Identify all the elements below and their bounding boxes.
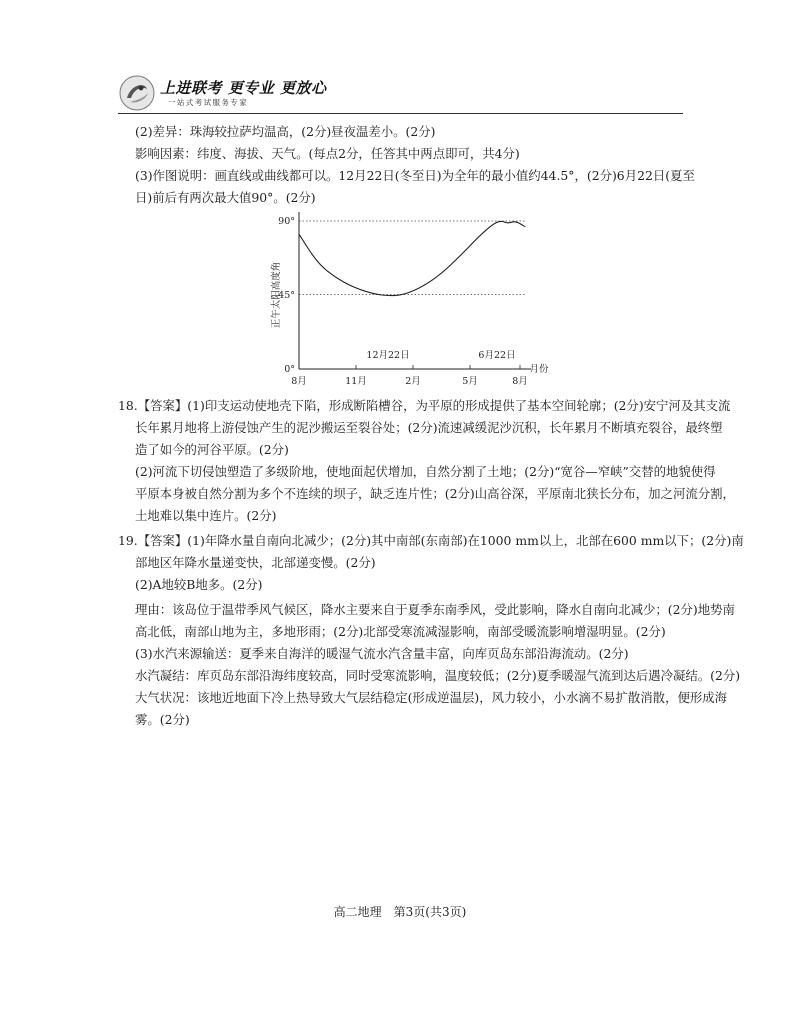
x-tick-label: 8月 (291, 376, 307, 387)
q18-line-5: 平原本身被自然分割为多个不连续的坝子，缺乏连片性；(2分)山高谷深，平原南北狭长分布，加之河流分割， (135, 486, 735, 501)
y-tick-0: 0° (284, 364, 295, 375)
q19-line-8: 大气状况：该地近地面下冷上热导致大气层结稳定(形成逆温层)，风力较小，小水滴不易扩散消散，便形成海 (135, 690, 728, 705)
y-tick-45: 45° (278, 290, 295, 301)
q19-line-9: 雾。(2分) (135, 712, 190, 727)
brand-tagline: 一站式考试服务专家 (168, 98, 249, 107)
q19-line-4: 理由：该岛位于温带季风气候区，降水主要来自于夏季东南季风，受此影响，降水自南向北减少；(2分)地势南 (135, 602, 735, 617)
page-footer: 高二地理 第3页(共3页) (333, 905, 467, 919)
solar-altitude-chart (255, 210, 555, 395)
y-tick-90: 90° (278, 216, 295, 227)
page-header (118, 74, 698, 114)
annotation-jun22: 6月22日 (478, 350, 516, 361)
chart-canvas (255, 210, 555, 395)
q19-line-6: (3)水汽来源输送：夏季来自海洋的暖湿气流水汽含量丰富，向库页岛东部沿海流动。(2分) (135, 646, 629, 661)
brand-logo-icon (118, 74, 156, 112)
q19-line-5: 高北低，南部山地为主，多地形雨；(2分)北部受寒流减湿影响，南部受暖流影响增湿明显。(2分) (135, 624, 666, 639)
q18-line-4: (2)河流下切侵蚀塑造了多级阶地，使地面起伏增加，自然分割了土地；(2分)“宽谷—窄峡”交替的地貌使得 (135, 464, 716, 479)
x-tick-label: 2月 (405, 376, 421, 387)
q19-line-1: 19.【答案】(1)年降水量自南向北减少；(2分)其中南部(东南部)在1000 mm以上，北部在600 mm以下；(2分)南 (118, 533, 744, 548)
x-axis-label: 月份 (529, 364, 549, 375)
header-divider (118, 113, 683, 114)
q18-line-3: 造了如今的河谷平原。(2分) (135, 442, 289, 457)
q18-line-2: 长年累月地将上游侵蚀产生的泥沙搬运至裂谷处；(2分)流速减缓泥沙沉积，长年累月不断填充裂谷，最终塑 (135, 420, 723, 435)
x-tick-label: 5月 (462, 376, 478, 387)
annotation-dec22: 12月22日 (366, 350, 410, 361)
q18-line-1: 18.【答案】(1)印支运动使地壳下陷，形成断陷槽谷，为平原的形成提供了基本空间轮廓；(2分)安宁河及其支流 (118, 398, 731, 413)
q19-line-2: 部地区年降水量递变快，北部递变慢。(2分) (135, 555, 376, 570)
brand-title: 上进联考 更专业 更放心 (160, 79, 327, 97)
q17-line-2: 影响因素：纬度、海拔、天气。(每点2分，任答其中两点即可，共4分) (135, 146, 520, 161)
solar-altitude-curve (299, 221, 525, 295)
q17-line-4: 日)前后有两次最大值90°。(2分) (135, 190, 316, 205)
x-tick-label: 8月 (512, 376, 528, 387)
q17-line-1: (2)差异：珠海较拉萨均温高，(2分)昼夜温差小。(2分) (135, 124, 436, 139)
x-tick-label: 11月 (345, 376, 367, 387)
q19-line-7: 水汽凝结：库页岛东部沿海纬度较高，同时受寒流影响，温度较低；(2分)夏季暖湿气流到达后遇冷凝结。(2分) (135, 668, 741, 683)
q19-line-3: (2)A地较B地多。(2分) (135, 577, 263, 592)
q18-line-6: 土地难以集中连片。(2分) (135, 508, 277, 523)
q17-line-3: (3)作图说明：画直线或曲线都可以。12月22日(冬至日)为全年的最小值约44.5°，(2分)6月22日(夏至 (135, 168, 695, 183)
y-axis-label: 正午太阳高度角 (271, 261, 282, 329)
